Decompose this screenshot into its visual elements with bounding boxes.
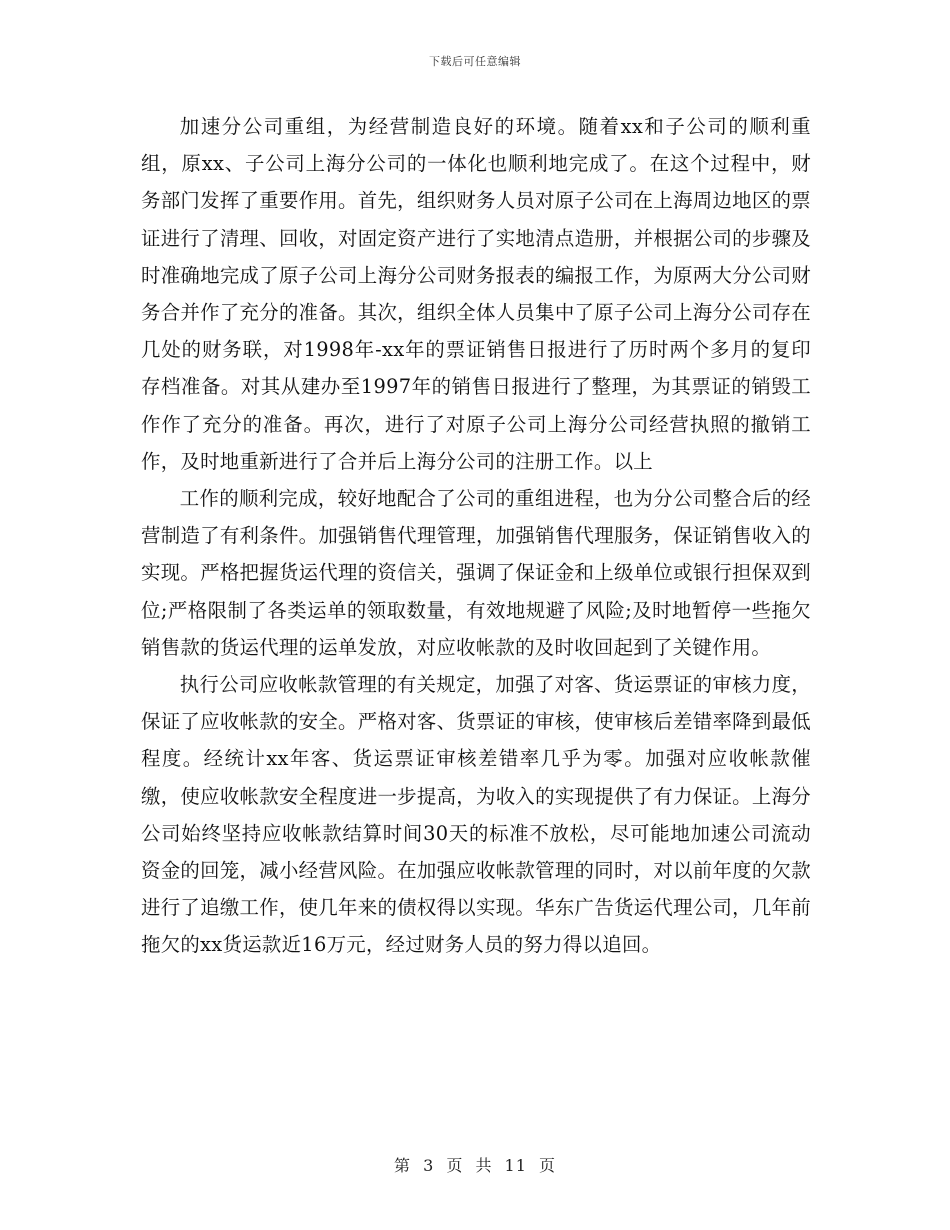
paragraph-1: 加速分公司重组，为经营制造良好的环境。随着xx和子公司的顺利重组，原xx、子公司上海分公司的一体化也顺利地完成了。在这个过程中，财务部门发挥了重要作用。首先，组织财务人员对原子公司在上海周边地区的票证进行了清理、回收，对固定资产进行了实地清点造册，并根据公司的步骤及时准确地完成了原子公司上海分公司财务报表的编报工作，为原两大分公司财务合并作了充分的准备。其次，组织全体人员集中了原子公司上海分公司存在几处的财务联，对1998年-xx年的票证销售日报进行了历时两个多月的复印存档准备。对其从建办至1997年的销售日报进行了整理，为其票证的销毁工作作了充分的准备。再次，进行了对原子公司上海分公司经营执照的撤销工作，及时地重新进行了合并后上海分公司的注册工作。以上 xyxy=(141,115,811,473)
document-body xyxy=(141,108,811,964)
page-header: 下载后可任意编辑 xyxy=(429,55,521,68)
paragraph-3: 执行公司应收帐款管理的有关规定，加强了对客、货运票证的审核力度，保证了应收帐款的安全。严格对客、货票证的审核，使审核后差错率降到最低程度。经统计xx年客、货运票证审核差错率几乎为零。加强对应收帐款催缴，使应收帐款安全程度进一步提高，为收入的实现提供了有力保证。上海分公司始终坚持应收帐款结算时间30天的标准不放松，尽可能地加速公司流动资金的回笼，减小经营风险。在加强应收帐款管理的同时，对以前年度的欠款进行了追缴工作，使几年来的债权得以实现。华东广告货运代理公司，几年前拖欠的xx货运款近16万元，经过财务人员的努力得以追回。 xyxy=(141,673,811,957)
paragraph-2: 工作的顺利完成，较好地配合了公司的重组进程，也为分公司整合后的经营制造了有利条件。加强销售代理管理，加强销售代理服务，保证销售收入的实现。严格把握货运代理的资信关，强调了保证金和上级单位或银行担保双到位;严格限制了各类运单的领取数量，有效地规避了风险;及时地暂停一些拖欠销售款的货运代理的运单发放，对应收帐款的及时收回起到了关键作用。 xyxy=(141,487,811,659)
page-number: 第 3 页 共 11 页 xyxy=(394,1156,556,1175)
